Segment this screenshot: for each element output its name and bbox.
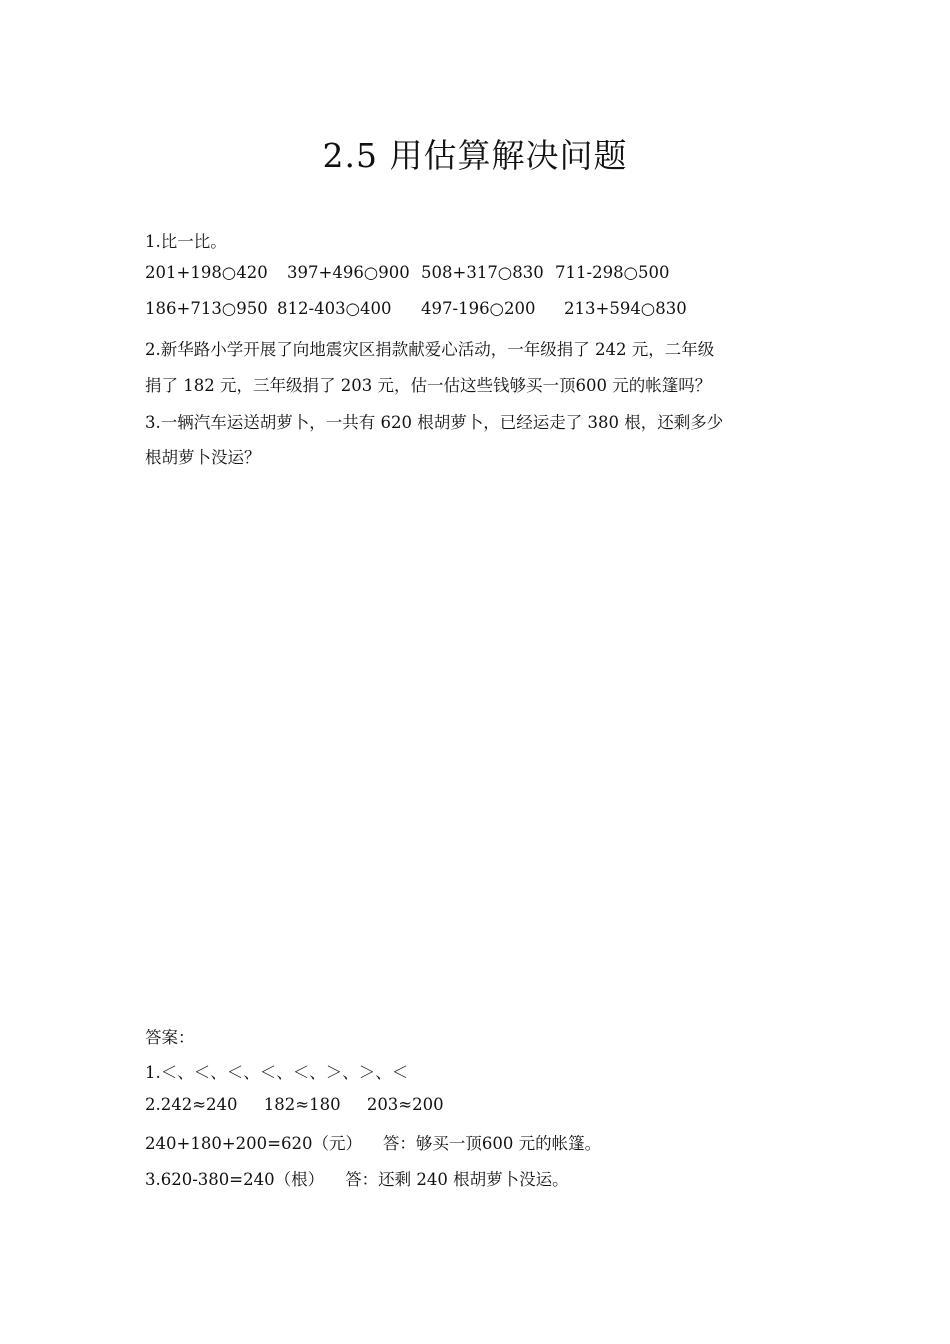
- comparison-item: 812-403○400: [277, 299, 392, 318]
- question-1-row-1: [145, 263, 669, 282]
- question-1-row-2: [145, 299, 687, 318]
- comparison-item: 201+198○420: [145, 263, 268, 282]
- question-3-line-1: 3.一辆汽车运送胡萝卜，一共有 620 根胡萝卜，已经运走了 380 根，还剩多少: [145, 413, 724, 432]
- comparison-item: 508+317○830: [421, 263, 544, 282]
- answers-heading: 答案：: [145, 1028, 195, 1047]
- comparison-item: 213+594○830: [564, 299, 687, 318]
- question-2-line-2: 捐了 182 元，三年级捐了 203 元，估一估这些钱够买一顶600 元的帐篷吗？: [145, 376, 712, 395]
- answer-1: 1.＜、＜、＜、＜、＜、＞、＞、＜: [145, 1063, 409, 1082]
- question-3-line-2: 根胡萝卜没运？: [145, 448, 261, 467]
- comparison-item: 711-298○500: [555, 263, 670, 282]
- comparison-item: 186+713○950: [145, 299, 268, 318]
- answer-2-line-1: 2.242≈240 182≈180 203≈200: [145, 1095, 444, 1114]
- question-2-line-1: 2.新华路小学开展了向地震灾区捐款献爱心活动，一年级捐了 242 元，二年级: [145, 340, 715, 359]
- comparison-item: 497-196○200: [421, 299, 536, 318]
- answer-2-line-2: 240+180+200=620（元） 答：够买一顶600 元的帐篷。: [145, 1134, 602, 1153]
- answer-3: 3.620-380=240（根） 答：还剩 240 根胡萝卜没运。: [145, 1170, 569, 1189]
- page-title: 2.5 用估算解决问题: [322, 136, 628, 175]
- comparison-item: 397+496○900: [287, 263, 410, 282]
- question-1-heading: 1.比一比。: [145, 232, 227, 251]
